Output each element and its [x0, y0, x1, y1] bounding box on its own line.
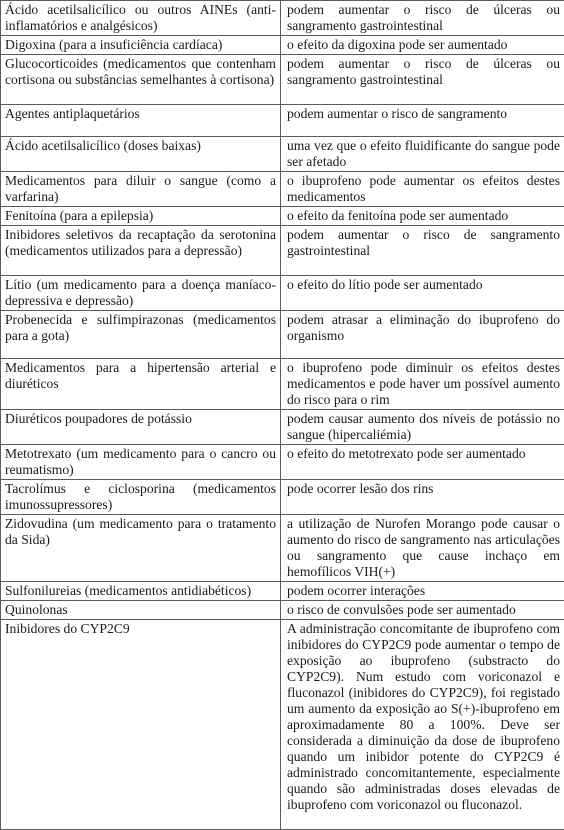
table-row — [1, 582, 564, 601]
effect-cell: podem ocorrer interações — [281, 582, 564, 601]
table-row — [1, 172, 564, 207]
table-row — [1, 137, 564, 172]
drug-cell: Inibidores do CYP2C9 — [1, 620, 281, 830]
table-row — [1, 276, 564, 311]
effect-cell: o ibuprofeno pode diminuir os efeitos destes medicamentos e pode haver um possível aumento do risco para o rim — [281, 359, 564, 410]
drug-cell: Medicamentos para diluir o sangue (como a varfarina) — [1, 172, 281, 207]
table-row — [1, 445, 564, 480]
table-row — [1, 36, 564, 55]
table-row — [1, 55, 564, 105]
effect-cell: a utilização de Nurofen Morango pode causar o aumento do risco de sangramento nas articulações ou sangramento que cause inchaço em hemofílicos VIH(+) — [281, 515, 564, 582]
drug-cell: Agentes antiplaquetários — [1, 105, 281, 137]
drug-cell: Quinolonas — [1, 601, 281, 620]
effect-cell: podem causar aumento dos níveis de potássio no sangue (hipercaliémia) — [281, 410, 564, 445]
effect-cell: o ibuprofeno pode aumentar os efeitos destes medicamentos — [281, 172, 564, 207]
effect-cell: o efeito da fenitoína pode ser aumentado — [281, 207, 564, 226]
table-row — [1, 359, 564, 410]
effect-cell: podem aumentar o risco de úlceras ou sangramento gastrointestinal — [281, 1, 564, 36]
table-row — [1, 226, 564, 276]
drug-cell: Glucocorticoides (medicamentos que contenham cortisona ou substâncias semelhantes à cortisona) — [1, 55, 281, 105]
effect-cell: podem aumentar o risco de sangramento gastrointestinal — [281, 226, 564, 276]
drug-cell: Diuréticos poupadores de potássio — [1, 410, 281, 445]
drug-cell: Sulfonilureias (medicamentos antidiabéticos) — [1, 582, 281, 601]
table-row — [1, 207, 564, 226]
drug-cell: Zidovudina (um medicamento para o tratamento da Sida) — [1, 515, 281, 582]
drug-cell: Ácido acetilsalicílico ou outros AINEs (anti-inflamatórios e analgésicos) — [1, 1, 281, 36]
effect-cell: A administração concomitante de ibuprofeno com inibidores do CYP2C9 pode aumentar o tempo de exposição ao ibuprofeno (substracto do CYP2C9). Num estudo com voriconazol e fluconazol (inibidores do CYP2C9), foi registado um aumento da exposição ao S(+)-ibuprofeno em aproximadamente 80 a 100%. Deve ser considerada a diminuição da dose de ibuprofeno quando um inibidor potente do CYP2C9 é administrado concomitantemente, especialmente quando são administradas doses elevadas de ibuprofeno com voriconazol ou fluconazol. — [281, 620, 564, 830]
effect-cell: podem aumentar o risco de sangramento — [281, 105, 564, 137]
drug-cell: Tacrolímus e ciclosporina (medicamentos imunossupressores) — [1, 480, 281, 515]
drug-cell: Medicamentos para a hipertensão arterial e diuréticos — [1, 359, 281, 410]
table-row — [1, 410, 564, 445]
effect-cell: o efeito do lítio pode ser aumentado — [281, 276, 564, 311]
table-row — [1, 601, 564, 620]
drug-cell: Probenecida e sulfimpirazonas (medicamentos para a gota) — [1, 311, 281, 359]
drug-cell: Digoxina (para a insuficiência cardíaca) — [1, 36, 281, 55]
table-row — [1, 1, 564, 36]
effect-cell: pode ocorrer lesão dos rins — [281, 480, 564, 515]
effect-cell: o efeito da digoxina pode ser aumentado — [281, 36, 564, 55]
table-body — [1, 1, 564, 830]
effect-cell: podem aumentar o risco de úlceras ou sangramento gastrointestinal — [281, 55, 564, 105]
effect-cell: uma vez que o efeito fluidificante do sangue pode ser afetado — [281, 137, 564, 172]
table-row — [1, 105, 564, 137]
table-row — [1, 620, 564, 830]
drug-cell: Ácido acetilsalicílico (doses baixas) — [1, 137, 281, 172]
table-row — [1, 480, 564, 515]
drug-cell: Fenitoína (para a epilepsia) — [1, 207, 281, 226]
drug-cell: Lítio (um medicamento para a doença maníaco-depressiva e depressão) — [1, 276, 281, 311]
table-row — [1, 311, 564, 359]
drug-cell: Metotrexato (um medicamento para o cancro ou reumatismo) — [1, 445, 281, 480]
drug-cell: Inibidores seletivos da recaptação da serotonina (medicamentos utilizados para a depressão) — [1, 226, 281, 276]
table-row — [1, 515, 564, 582]
effect-cell: podem atrasar a eliminação do ibuprofeno do organismo — [281, 311, 564, 359]
effect-cell: o efeito do metotrexato pode ser aumentado — [281, 445, 564, 480]
effect-cell: o risco de convulsões pode ser aumentado — [281, 601, 564, 620]
